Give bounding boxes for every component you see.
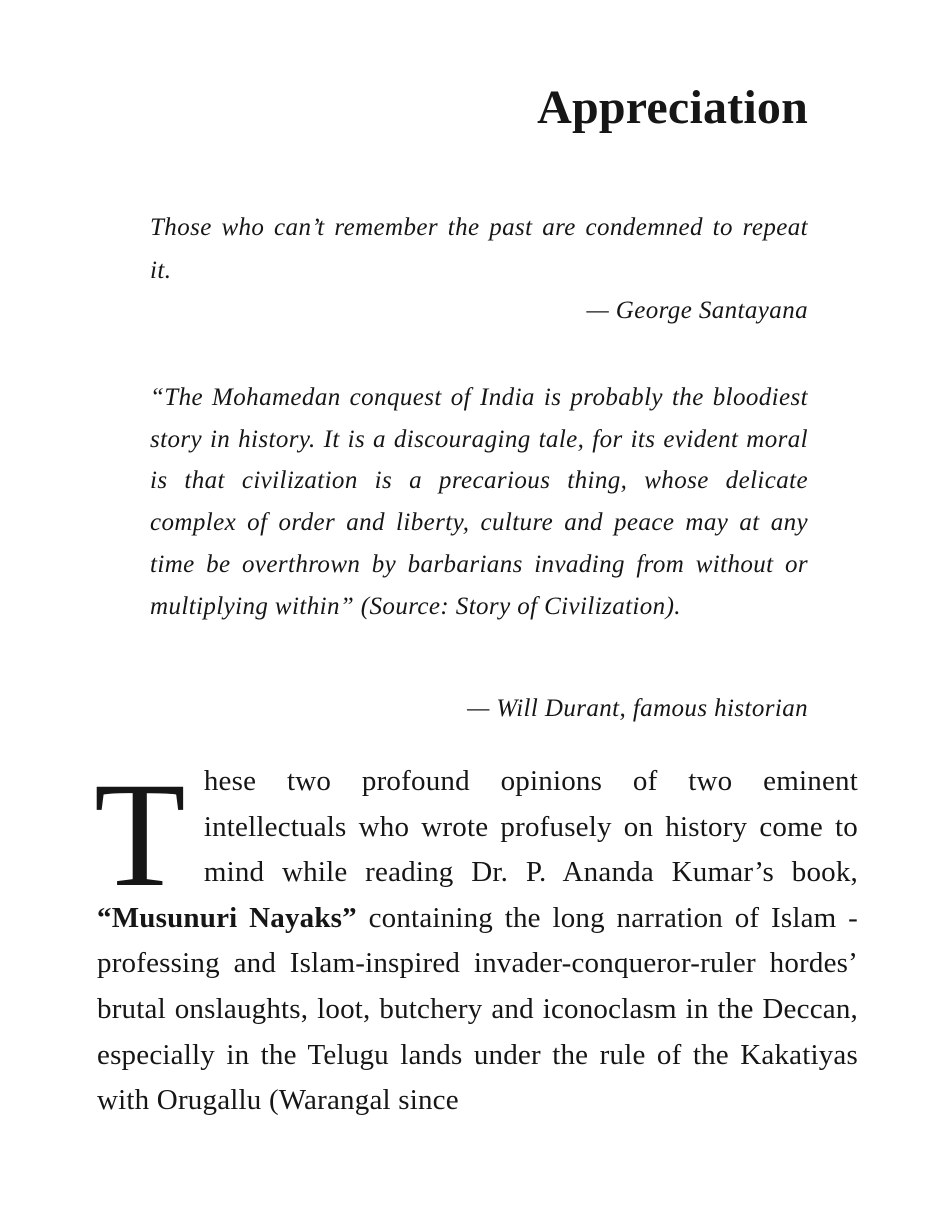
page-title: Appreciation [537,81,808,134]
epigraph-attribution-durant: — Will Durant, famous historian [467,695,808,722]
body-paragraph [94,752,858,1124]
book-title: “Musunuri Nayaks” [97,901,357,934]
body-text-continuation: containing the long narration of Islam - professing and Islam-inspired invader-conqueror-ruler hordes’ brutal onslaughts, loot, butchery and iconoclasm in the Deccan, especially in the Telugu lands under the rule of the Kakatiyas with Orugallu (Warangal since [97,901,858,1117]
drop-cap-letter: T [94,752,186,918]
epigraph-quote-santayana: Those who can’t remember the past are condemned to repeat it. [150,214,808,284]
epigraph-attribution-santayana: — George Santayana [586,297,808,324]
body-text-intro: hese two profound opinions of two eminent intellectuals who wrote profusely on history come to mind while reading Dr. P. Ananda Kumar’s book, [203,765,858,889]
epigraph-quote-durant: “The Mohamedan conquest of India is probably the bloodiest story in history. It is a discouraging tale, for its evident moral is that civilization is a precarious thing, whose delicate complex of order and liberty, culture and peace may at any time be overthrown by barbarians invading from without or multiplying within” (Source: Story of Civilization). [150,384,808,620]
